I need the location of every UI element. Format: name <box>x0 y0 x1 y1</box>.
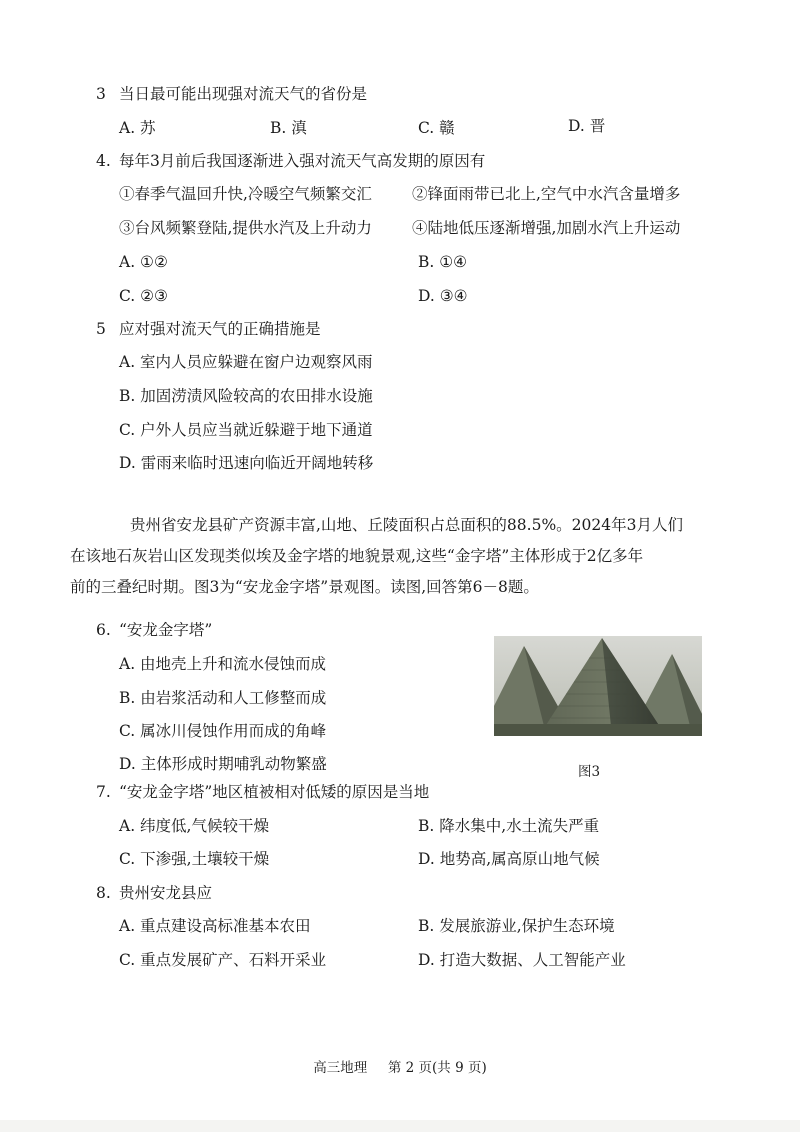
q3-number: 3 <box>96 85 106 103</box>
q4-stem <box>96 151 485 171</box>
passage-line-2: 在该地石灰岩山区发现类似埃及金字塔的地貌景观,这些“金字塔”主体形成于2亿多年 <box>70 547 644 565</box>
q8-option-c: C. 重点发展矿产、石料开采业 <box>119 951 327 969</box>
q6-option-d: D. 主体形成时期哺乳动物繁盛 <box>119 755 327 773</box>
q5-stem-text: 应对强对流天气的正确措施是 <box>118 320 321 338</box>
q4-item-1: ①春季气温回升快,冷暖空气频繁交汇 <box>119 185 372 203</box>
q3-option-d: D. 晋 <box>568 117 606 135</box>
q8-stem <box>96 883 212 903</box>
q4-item-3: ③台风频繁登陆,提供水汽及上升动力 <box>119 219 372 237</box>
figure-3-caption: 图3 <box>578 764 601 780</box>
footer-subject: 高三地理 <box>313 1060 368 1076</box>
q3-option-c: C. 赣 <box>418 119 455 137</box>
q4-item-4: ④陆地低压逐渐增强,加剧水汽上升运动 <box>412 219 681 237</box>
passage-line-1: 贵州省安龙县矿产资源丰富,山地、丘陵面积占总面积的88.5%。2024年3月人们 <box>130 516 683 534</box>
q5-option-a: A. 室内人员应躲避在窗户边观察风雨 <box>119 353 373 371</box>
q3-stem <box>96 84 367 104</box>
q3-option-a: A. 苏 <box>119 119 156 137</box>
q3-stem-text: 当日最可能出现强对流天气的省份是 <box>118 85 367 103</box>
q8-option-b: B. 发展旅游业,保护生态环境 <box>418 917 615 935</box>
q5-number: 5 <box>96 320 106 338</box>
footer-page-number: 第 2 页(共 9 页) <box>387 1060 487 1076</box>
q7-stem <box>96 782 429 802</box>
q8-number: 8. <box>96 884 111 902</box>
q6-option-a: A. 由地壳上升和流水侵蚀而成 <box>119 655 327 673</box>
q8-option-d: D. 打造大数据、人工智能产业 <box>418 951 626 969</box>
q4-item-2: ②锋面雨带已北上,空气中水汽含量增多 <box>412 185 681 203</box>
q5-option-b: B. 加固涝渍风险较高的农田排水设施 <box>119 387 373 405</box>
q7-stem-text: “安龙金字塔”地区植被相对低矮的原因是当地 <box>118 783 430 801</box>
passage-line-3: 前的三叠纪时期。图3为“安龙金字塔”景观图。读图,回答第6－8题。 <box>70 578 539 596</box>
q6-number: 6. <box>96 621 111 639</box>
q4-option-a: A. ①② <box>119 253 168 271</box>
q4-stem-text: 每年3月前后我国逐渐进入强对流天气高发期的原因有 <box>118 152 486 170</box>
q4-number: 4. <box>96 152 111 170</box>
q5-option-c: C. 户外人员应当就近躲避于地下通道 <box>119 421 373 439</box>
q8-option-a: A. 重点建设高标准基本农田 <box>119 917 311 935</box>
passage <box>70 510 712 603</box>
pyramid-landscape-illustration <box>494 636 702 736</box>
q8-stem-text: 贵州安龙县应 <box>118 884 212 902</box>
q6-stem-text: “安龙金字塔” <box>118 621 213 639</box>
q5-stem <box>96 319 320 339</box>
q5-option-d: D. 雷雨来临时迅速向临近开阔地转移 <box>119 454 374 472</box>
q6-option-c: C. 属冰川侵蚀作用而成的角峰 <box>119 722 327 740</box>
q7-number: 7. <box>96 783 111 801</box>
q7-option-a: A. 纬度低,气候较干燥 <box>119 817 269 835</box>
q3-option-b: B. 滇 <box>270 119 307 137</box>
q4-option-c: C. ②③ <box>119 287 168 305</box>
page-footer <box>0 1056 800 1076</box>
q7-option-c: C. 下渗强,土壤较干燥 <box>119 850 270 868</box>
q4-option-b: B. ①④ <box>418 253 468 271</box>
q7-option-b: B. 降水集中,水土流失严重 <box>418 817 600 835</box>
q6-option-b: B. 由岩浆活动和人工修整而成 <box>119 689 327 707</box>
q6-stem <box>96 620 212 640</box>
figure-3-image <box>494 636 702 736</box>
q4-option-d: D. ③④ <box>418 287 468 305</box>
q7-option-d: D. 地势高,属高原山地气候 <box>418 850 600 868</box>
